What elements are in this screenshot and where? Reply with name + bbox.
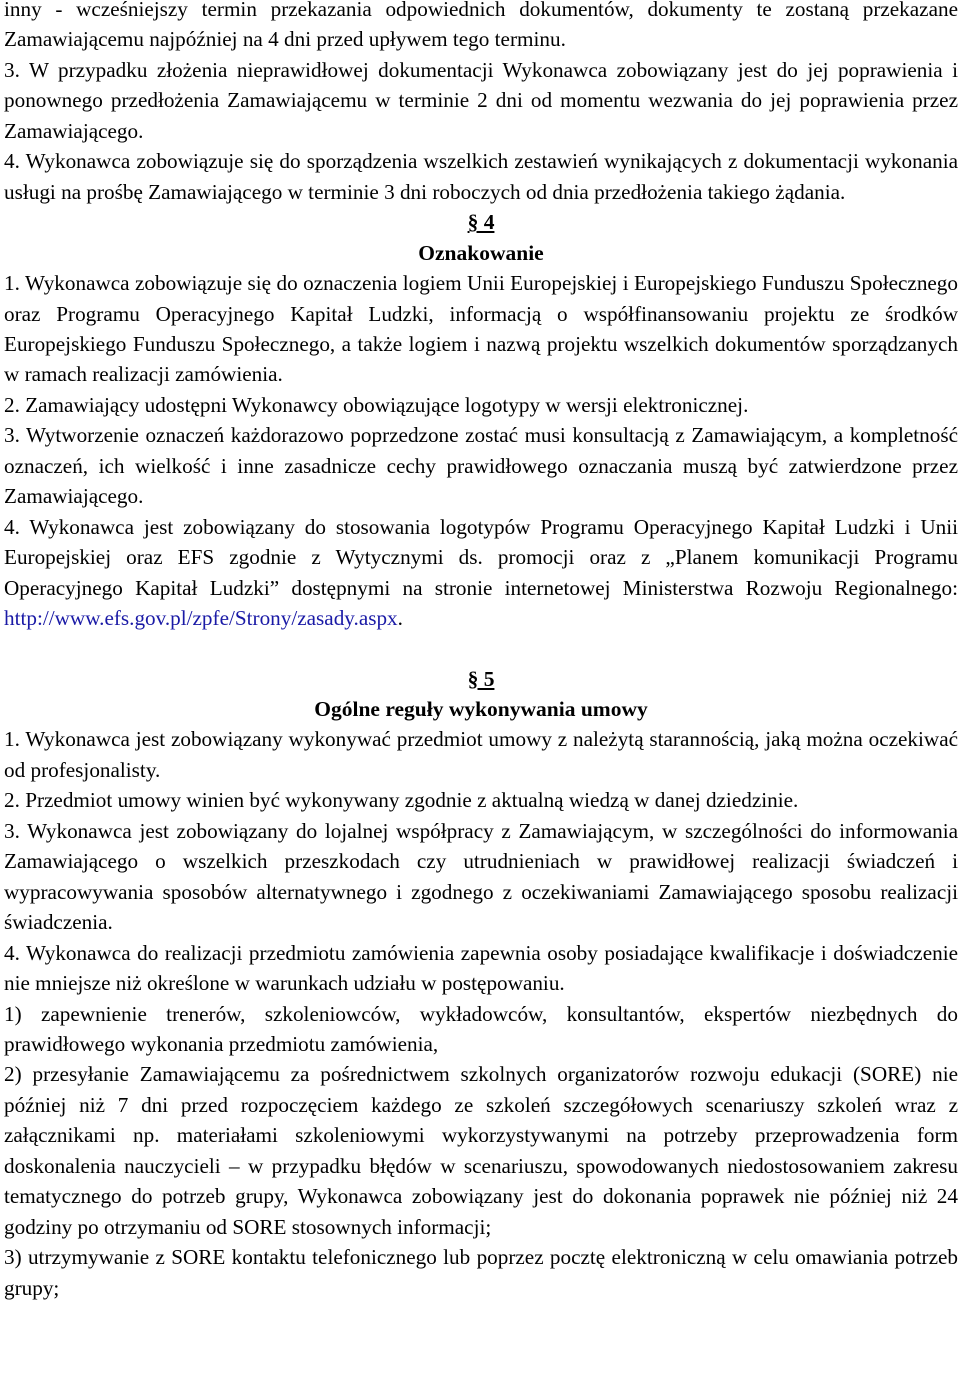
s5-list-item-2: 2) przesyłanie Zamawiającemu za pośrednictwem szkolnych organizatorów rozwoju edukacji (SORE) nie później niż 7 dni przed rozpoczęciem każdego ze szkoleń szczegółowych scenariuszy szkoleń wraz z załącznikami np. materiałami szkoleniowymi wykorzystywanymi na potrzeby przeprowadzenia form doskonalenia nauczycieli – w przypadku błędów w scenariuszu, spowodowanych niedostosowaniem zakresu tematycznego do potrzeb grupy, Wykonawca zobowiązany jest do dokonania poprawek nie później niż 24 godziny po otrzymaniu od SORE stosownych informacji; [4, 1062, 958, 1239]
section-5-number-text: § 5 [467, 666, 495, 691]
paragraph-3-documentation: 3. W przypadku złożenia nieprawidłowej dokumentacji Wykonawca zobowiązany jest do jej poprawienia i ponownego przedłożenia Zamawiającemu w terminie 2 dni od momentu wezwania do jej poprawienia przez Zamawiającego. [4, 57, 958, 143]
s5-list-item-3: 3) utrzymywanie z SORE kontaktu telefonicznego lub poprzez pocztę elektroniczną w celu omawiania potrzeb grupy; [4, 1245, 958, 1300]
s4-paragraph-4-text: 4. Wykonawca jest zobowiązany do stosowania logotypów Programu Operacyjnego Kapitał Ludzki i Unii Europejskiej oraz EFS zgodnie z Wytycznymi ds. promocji oraz z „Planem komunikacji Programu Operacyjnego Kapitał Ludzki” dostępnymi na stronie internetowej Ministerstwa Rozwoju Regionalnego: [4, 514, 958, 600]
s5-paragraph-4: 4. Wykonawca do realizacji przedmiotu zamówienia zapewnia osoby posiadające kwalifikacje i doświadczenie nie mniejsze niż określone w warunkach udziału w postępowaniu. [4, 940, 958, 996]
paragraph-4-summaries: 4. Wykonawca zobowiązuje się do sporządzenia wszelkich zestawień wynikających z dokumentacji wykonania usługi na prośbę Zamawiającego w terminie 3 dni roboczych od dnia przedłożenia takiego żądania. [4, 149, 958, 204]
s4-paragraph-1: 1. Wykonawca zobowiązuje się do oznaczenia logiem Unii Europejskiej i Europejskiego Funduszu Społecznego oraz Programu Operacyjnego Kapitał Ludzki, informacją o współfinansowaniu projektu ze środków Europejskiego Funduszu Społecznego, a także logiem i nazwą projektu wszelkich dokumentów sporządzanych w ramach realizacji zamówienia. [4, 271, 958, 387]
section-spacer [4, 634, 958, 664]
section-4-number-text: § 4 [467, 210, 495, 235]
section-5-number [4, 664, 958, 694]
s4-paragraph-3: 3. Wytworzenie oznaczeń każdorazowo poprzedzone zostać musi konsultacją z Zamawiającym, a kompletność oznaczeń, ich wielkość i inne zasadnicze cechy prawidłowego oznaczania muszą być zatwierdzone przez Zamawiającego. [4, 423, 958, 509]
s4-paragraph-4 [4, 512, 958, 634]
paragraph-continuation: inny - wcześniejszy termin przekazania odpowiednich dokumentów, dokumenty te zostaną przekazane Zamawiającemu najpóźniej na 4 dni przed upływem tego terminu. [4, 0, 958, 52]
section-4-title: Oznakowanie [418, 240, 544, 265]
s4-paragraph-4-end: . [397, 606, 403, 631]
efs-website-link[interactable]: http://www.efs.gov.pl/zpfe/Strony/zasady.aspx [4, 606, 398, 631]
s4-paragraph-2: 2. Zamawiający udostępni Wykonawcy obowiązujące logotypy w wersji elektronicznej. [4, 392, 749, 417]
s5-list-item-1: 1) zapewnienie trenerów, szkoleniowców, wykładowców, konsultantów, ekspertów niezbędnych do prawidłowego wykonania przedmiotu zamówienia, [4, 1001, 958, 1056]
s5-paragraph-1: 1. Wykonawca jest zobowiązany wykonywać przedmiot umowy z należytą starannością, jaką można oczekiwać od profesjonalisty. [4, 727, 958, 782]
section-5-title: Ogólne reguły wykonywania umowy [314, 696, 648, 721]
s5-paragraph-2: 2. Przedmiot umowy winien być wykonywany zgodnie z aktualną wiedzą w danej dziedzinie. [4, 788, 799, 813]
s5-paragraph-3: 3. Wykonawca jest zobowiązany do lojalnej współpracy z Zamawiającym, w szczególności do informowania Zamawiającego o wszelkich przeszkodach czy utrudnieniach w prawidłowej realizacji świadczeń i wypracowywania sposobów alternatywnego i zgodnego z oczekiwaniami Zamawiającego sposobu realizacji świadczenia. [4, 818, 958, 935]
section-4-number [4, 207, 958, 237]
document-page [4, 0, 958, 1303]
